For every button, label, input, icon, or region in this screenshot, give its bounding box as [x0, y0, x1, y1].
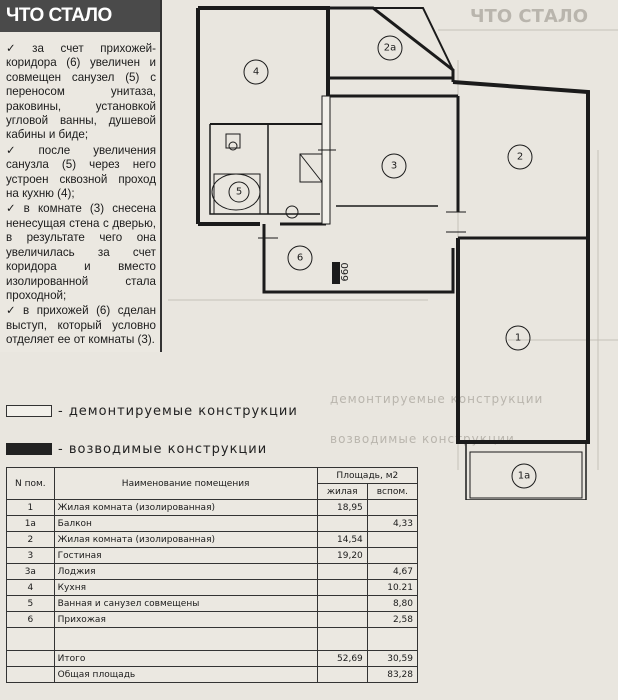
- table-row: [7, 500, 418, 516]
- table-header-row: [7, 468, 418, 484]
- table-row: [7, 548, 418, 564]
- living-area-cell: [317, 596, 367, 612]
- demolished-wall: [322, 96, 330, 224]
- walls: [198, 8, 588, 500]
- room-number-1: 1: [514, 332, 522, 344]
- living-area-cell: 14,54: [317, 532, 367, 548]
- total-row: [7, 651, 418, 667]
- living-area-cell: 19,20: [317, 548, 367, 564]
- table-row: [7, 564, 418, 580]
- ghost-legend-2: возводимые конструкции: [330, 432, 515, 446]
- header-number: N пом.: [7, 468, 55, 500]
- room-name-cell: Жилая комната (изолированная): [54, 500, 317, 516]
- aux-area-cell: 4,33: [367, 516, 417, 532]
- panel-title: ЧТО СТАЛО: [0, 0, 160, 32]
- room-number-cell: 6: [7, 612, 55, 628]
- erected-wall: [332, 262, 340, 284]
- check-icon: ✓: [6, 143, 36, 157]
- table-row: [7, 596, 418, 612]
- table-row: [7, 516, 418, 532]
- dimension-label: 660: [340, 262, 351, 282]
- aux-area-cell: 4,67: [367, 564, 417, 580]
- room-number-cell: 2: [7, 532, 55, 548]
- living-area-cell: [317, 612, 367, 628]
- note-item: ✓ за счет прихожей-коридора (6) увеличен и совмещен санузел (5) с переносом унитаза, раковины, установкой угловой ванны, душевой кабины и биде;: [6, 42, 156, 142]
- check-icon: ✓: [6, 42, 30, 55]
- header-area: Площадь, м2: [317, 468, 417, 484]
- bathroom-fixtures: [212, 134, 322, 218]
- room-name-cell: Прихожая: [54, 612, 317, 628]
- living-area-cell: [317, 564, 367, 580]
- room-number-cell: 5: [7, 596, 55, 612]
- area-table: [6, 467, 418, 683]
- erected-swatch: [6, 443, 52, 455]
- aux-area-cell: [367, 500, 417, 516]
- room-name-cell: Гостиная: [54, 548, 317, 564]
- grand-total-row: [7, 667, 418, 683]
- header-aux: вспом.: [367, 484, 417, 500]
- check-icon: ✓: [6, 202, 21, 216]
- table-spacer-row: [7, 628, 418, 651]
- note-item: ✓ в комнате (3) снесена ненесущая стена с дверью, в результате чего она увеличилась за счет коридора и вместо изолированной стала проходной;: [6, 202, 156, 302]
- check-icon: ✓: [6, 304, 21, 318]
- total-living: 52,69: [317, 651, 367, 667]
- room-number-4: 4: [252, 66, 260, 78]
- note-item: ✓ в прихожей (6) сделан выступ, который условно отделяет ее от комнаты (3).: [6, 304, 156, 347]
- header-living: жилая: [317, 484, 367, 500]
- room-number-5: 5: [235, 186, 243, 198]
- room-number-cell: 1а: [7, 516, 55, 532]
- grand-label: Общая площадь: [54, 667, 317, 683]
- header-name: Наименование помещения: [54, 468, 317, 500]
- table-body: [7, 500, 418, 628]
- room-name-cell: Ванная и санузел совмещены: [54, 596, 317, 612]
- description-panel: [0, 0, 162, 352]
- room-markers: [229, 36, 536, 488]
- room-name-cell: Лоджия: [54, 564, 317, 580]
- living-area-cell: [317, 516, 367, 532]
- floor-plan: [168, 0, 618, 500]
- ghost-legend-1: демонтируемые конструкции: [330, 392, 544, 406]
- legend-demolished: - демонтируемые конструкции: [6, 404, 298, 418]
- room-number-6: 6: [296, 252, 304, 264]
- room-number-3: 3: [390, 160, 398, 172]
- aux-area-cell: 10.21: [367, 580, 417, 596]
- legend-erected: - возводимые конструкции: [6, 442, 267, 456]
- table-row: [7, 580, 418, 596]
- room-name-cell: Жилая комната (изолированная): [54, 532, 317, 548]
- room-number-cell: 3: [7, 548, 55, 564]
- room-name-cell: Кухня: [54, 580, 317, 596]
- table-row: [7, 612, 418, 628]
- room-number-cell: 4: [7, 580, 55, 596]
- room-number-1a: 1а: [517, 470, 531, 482]
- living-area-cell: 18,95: [317, 500, 367, 516]
- demolished-swatch: [6, 405, 52, 417]
- total-aux: 30,59: [367, 651, 417, 667]
- room-number-2a: 2а: [383, 42, 397, 54]
- aux-area-cell: [367, 548, 417, 564]
- room-number-2: 2: [516, 151, 524, 163]
- grand-value: 83,28: [367, 667, 417, 683]
- aux-area-cell: [367, 532, 417, 548]
- room-name-cell: Балкон: [54, 516, 317, 532]
- ghost-heading: ЧТО СТАЛО: [470, 6, 589, 27]
- table-row: [7, 532, 418, 548]
- total-label: Итого: [54, 651, 317, 667]
- aux-area-cell: 2,58: [367, 612, 417, 628]
- room-number-cell: 3а: [7, 564, 55, 580]
- living-area-cell: [317, 580, 367, 596]
- note-item: ✓ после увеличения санузла (5) через него устроен сквозной проход на кухню (4);: [6, 143, 157, 201]
- change-notes-list: [6, 42, 156, 349]
- aux-area-cell: 8,80: [367, 596, 417, 612]
- room-number-cell: 1: [7, 500, 55, 516]
